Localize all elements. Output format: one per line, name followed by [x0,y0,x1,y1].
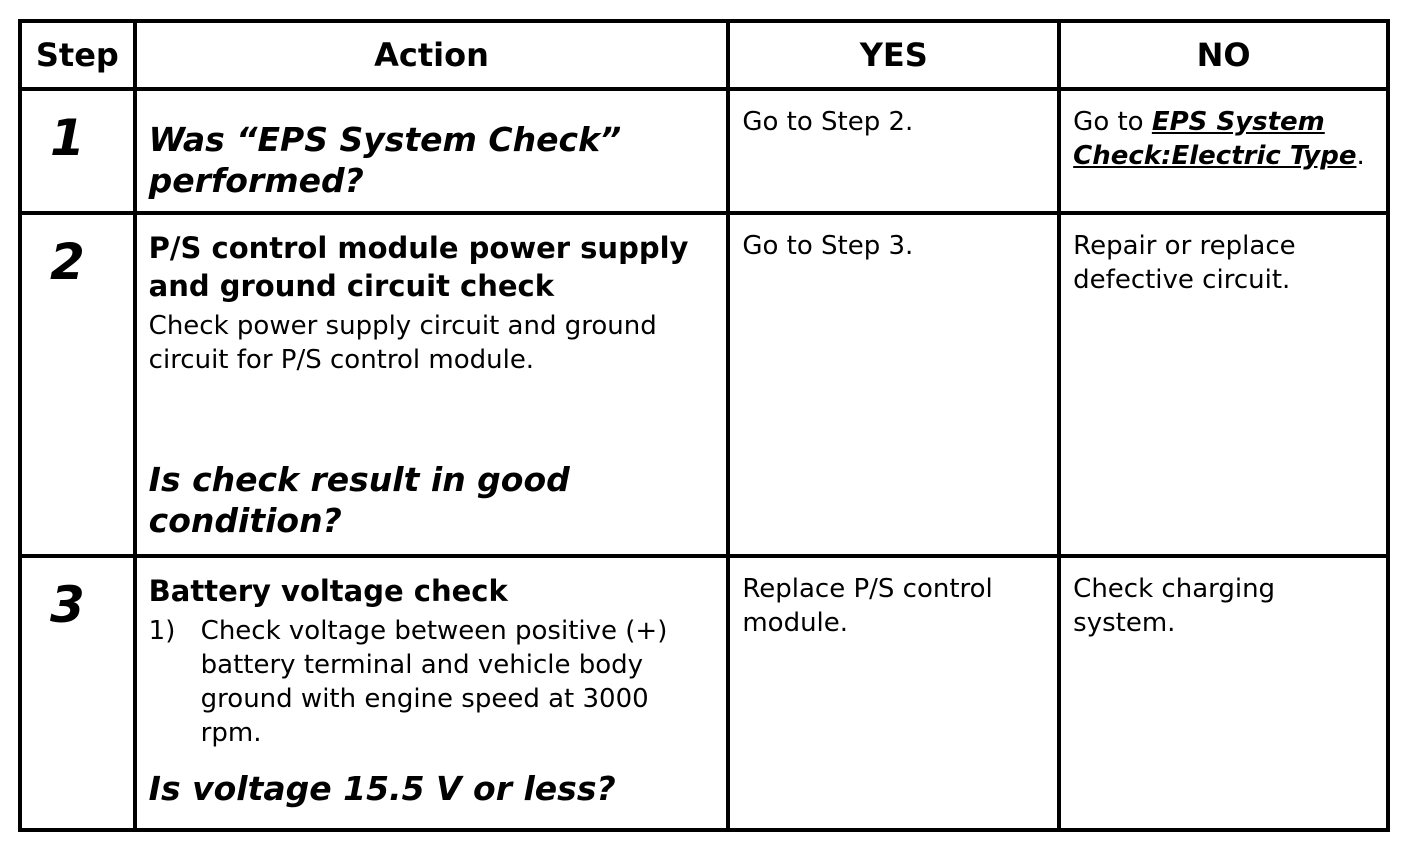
table-row [20,556,1388,830]
step-cell [20,213,135,555]
table-row [20,213,1388,555]
action-question: Is voltage 15.5 V or less? [148,768,616,808]
action-title: Battery voltage check [148,573,508,608]
action-text: Check power supply circuit and ground circuit for P/S control module. [148,311,657,376]
action-title: P/S control module power supply and ground circuit check [148,231,689,304]
list-item [149,614,717,750]
header-yes: YES [728,21,1059,89]
header-action: Action [135,21,729,89]
action-cell [135,89,729,213]
no-suffix: . [1356,141,1365,171]
step-number: 2 [50,233,85,292]
action-cell [135,556,729,830]
list-text: Check voltage between positive (+) battery terminal and vehicle body ground with engine speed at 3000 rpm. [200,615,668,748]
yes-text: Replace P/S control module. [742,573,993,638]
step-cell [20,89,135,213]
table-row [20,89,1388,213]
action-cell [135,213,729,555]
diagnostic-table [18,19,1390,832]
no-cell [1059,213,1388,555]
step-number: 1 [50,109,85,167]
yes-text: Go to Step 3. [742,231,914,262]
yes-cell [728,213,1059,555]
no-text [1061,91,1386,173]
list-number: 1) [148,615,176,646]
action-question: Was “EPS System Check” performed? [148,120,622,200]
no-text: Repair or replace defective circuit. [1073,231,1296,296]
yes-text: Go to Step 2. [742,107,914,137]
step-number: 3 [50,575,85,634]
header-no: NO [1059,21,1388,89]
eps-system-check-link[interactable]: EPS System Check:Electric Type [1073,107,1357,171]
yes-cell [728,89,1059,213]
step-cell [20,556,135,830]
action-question: Is check result in good condition? [148,460,570,541]
header-row [20,21,1388,89]
header-step: Step [20,21,135,89]
no-cell [1059,89,1388,213]
no-text: Check charging system. [1073,573,1276,638]
yes-cell [728,556,1059,830]
no-prefix: Go to [1073,107,1152,137]
no-cell [1059,556,1388,830]
